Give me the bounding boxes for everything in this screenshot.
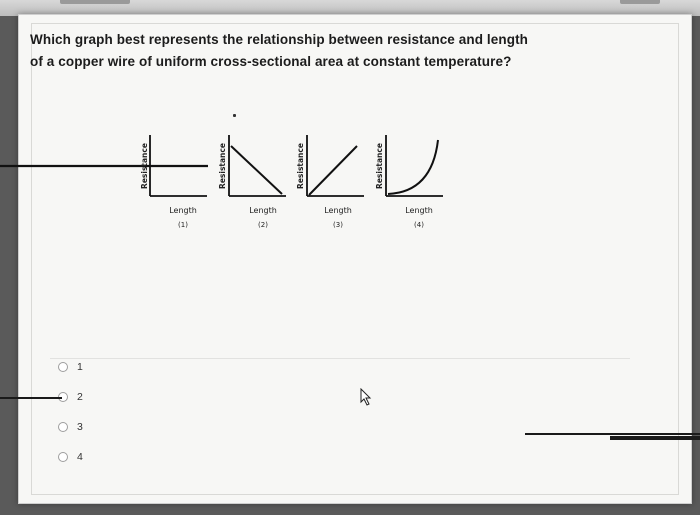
mouse-pointer-icon: [360, 388, 372, 406]
graph-3-xlabel: Length: [324, 206, 352, 215]
choice-4[interactable]: [58, 449, 83, 465]
graph-4-xlabel: Length: [405, 206, 433, 215]
graph-2-xlabel: Length: [249, 206, 277, 215]
stray-dot: [233, 114, 236, 117]
choice-4-radio[interactable]: [58, 452, 68, 462]
graph-3-ylabel: Resistance: [296, 143, 305, 189]
question-text: [30, 29, 650, 73]
question-line-1: Which graph best represents the relationship between resistance and length: [30, 32, 529, 47]
graph-2-number: (2): [258, 221, 268, 229]
choice-4-label: 4: [77, 451, 83, 463]
question-card: [18, 14, 692, 504]
graph-1-xlabel: Length: [169, 206, 197, 215]
choice-3-label: 3: [77, 421, 83, 433]
graph-4-number: (4): [414, 221, 424, 229]
choice-3-radio[interactable]: [58, 422, 68, 432]
scan-line-right-1: [525, 433, 700, 435]
choice-1-label: 1: [77, 361, 83, 373]
graph-4-ylabel: Resistance: [375, 143, 384, 189]
points-stub: [620, 0, 660, 4]
question-tab-stub: [60, 0, 130, 4]
choice-3[interactable]: [58, 419, 83, 435]
scan-line-right-2: [610, 436, 700, 440]
question-line-2: of a copper wire of uniform cross-sectional area at constant temperature?: [30, 54, 512, 69]
question-frame: [31, 23, 679, 495]
choice-1[interactable]: [58, 359, 83, 375]
graph-2-ylabel: Resistance: [218, 143, 227, 189]
choice-1-radio[interactable]: [58, 362, 68, 372]
graph-3-number: (3): [333, 221, 343, 229]
choices-divider: [50, 358, 630, 359]
choice-2-label: 2: [77, 391, 83, 403]
scan-line-left: [0, 397, 62, 399]
graph-1-ylabel: Resistance: [140, 143, 149, 189]
graph-1-number: (1): [178, 221, 188, 229]
